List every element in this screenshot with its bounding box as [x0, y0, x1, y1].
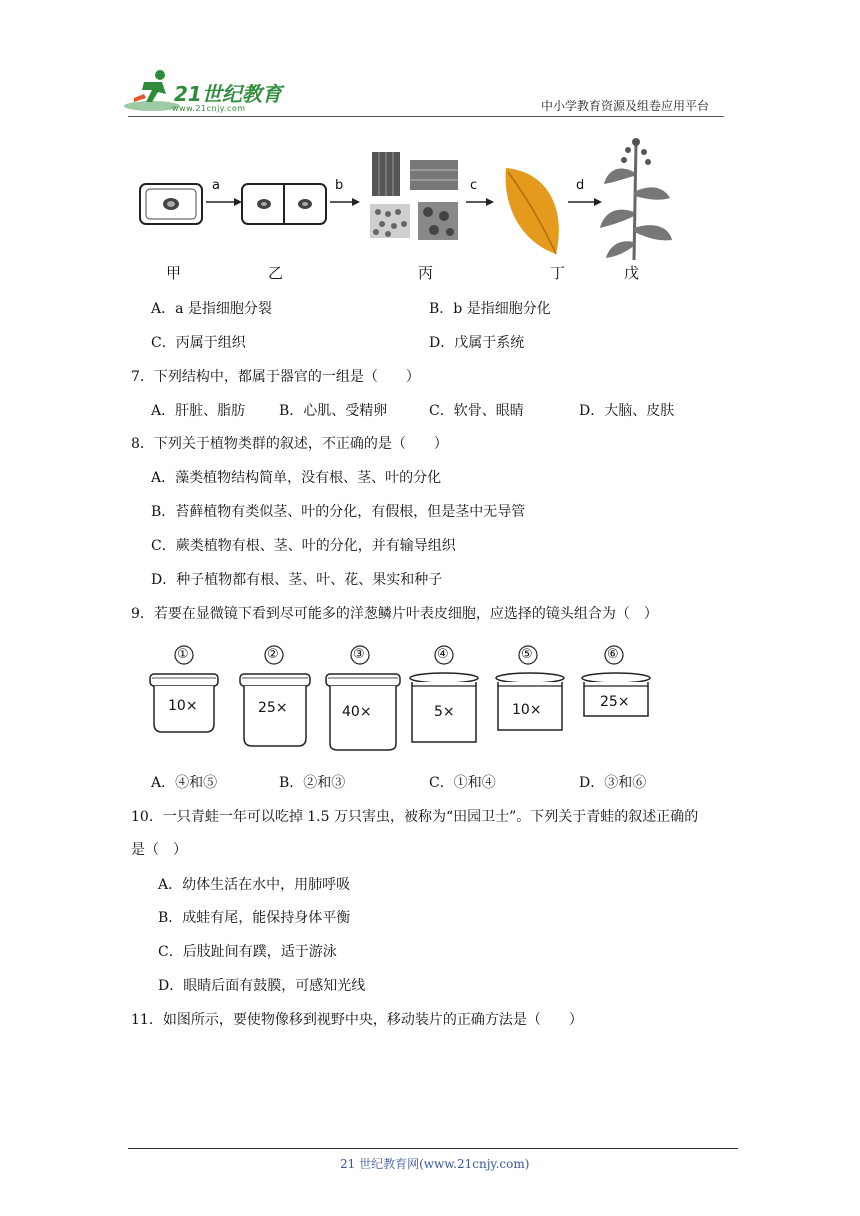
q8-option-b: B．苔藓植物有类似茎、叶的分化，有假根，但是茎中无导管: [151, 504, 526, 520]
q10-option-d: D．眼睛后面有鼓膜，可感知光线: [158, 978, 366, 994]
lens-mag-2: 25×: [258, 700, 288, 716]
lens-mag-4: 5×: [434, 704, 455, 720]
q10-option-c: C．后肢趾间有蹼，适于游泳: [158, 944, 337, 960]
leaf-icon: [506, 168, 559, 254]
lens-mag-6: 25×: [600, 694, 630, 710]
lens-number-2: ②: [267, 647, 279, 662]
q6-option-b: B．b 是指细胞分化: [429, 301, 551, 317]
q6-option-c: C．丙属于组织: [151, 335, 246, 351]
lens-figure: [140, 644, 680, 754]
q10-stem-line2: 是（ ）: [131, 842, 187, 858]
q10-option-b: B．成蛙有尾，能保持身体平衡: [158, 910, 351, 926]
tissues-icon: [370, 152, 458, 240]
q9-option-a: A．④和⑤: [151, 775, 218, 791]
lens-number-6: ⑥: [607, 647, 619, 662]
lens-mag-1: 10×: [168, 698, 198, 714]
q8-option-a: A．藻类植物结构简单，没有根、茎、叶的分化: [151, 470, 442, 486]
q9-option-c: C．①和④: [429, 775, 496, 791]
arrow-label-c: c: [470, 178, 478, 193]
q8-option-c: C．蕨类植物有根、茎、叶的分化，并有输导组织: [151, 538, 456, 554]
stage-label-yi: 乙: [268, 264, 284, 282]
q6-option-a: A．a 是指细胞分裂: [151, 301, 272, 317]
two-cells-icon: [242, 184, 326, 224]
q7-option-b: B．心肌、受精卵: [279, 403, 388, 419]
q10-option-a: A．幼体生活在水中，用肺呼吸: [158, 877, 351, 893]
q8-option-d: D．种子植物都有根、茎、叶、花、果实和种子: [151, 572, 443, 588]
q7-option-a: A．肝脏、脂肪: [151, 403, 246, 419]
q7-option-c: C．软骨、眼睛: [429, 403, 524, 419]
footer-link[interactable]: 21 世纪教育网(www.21cnjy.com): [340, 1157, 530, 1171]
lens-number-4: ④: [437, 647, 449, 662]
stage-label-ding: 丁: [550, 264, 566, 282]
arrow-label-a: a: [212, 178, 220, 193]
header-rule: [128, 116, 724, 117]
logo-sub-text: www.21cnjy.com: [172, 104, 246, 113]
q11-stem: 11．如图所示，要使物像移到视野中央，移动装片的正确方法是（ ）: [131, 1012, 583, 1028]
lens-mag-3: 40×: [342, 704, 372, 720]
q10-stem-line1: 10．一只青蛙一年可以吃掉 1.5 万只害虫，被称为“田园卫士”。下列关于青蛙的叙述正确的: [131, 809, 699, 825]
arrow-label-b: b: [335, 178, 344, 193]
footer-rule: [128, 1148, 738, 1149]
q9-stem: 9．若要在显微镜下看到尽可能多的洋葱鳞片叶表皮细胞，应选择的镜头组合为（ ）: [131, 606, 658, 622]
q7-option-d: D．大脑、皮肤: [579, 403, 675, 419]
q7-stem: 7．下列结构中，都属于器官的一组是（ ）: [131, 369, 420, 385]
q8-stem: 8．下列关于植物类群的叙述，不正确的是（ ）: [131, 436, 448, 452]
stage-label-jia: 甲: [166, 264, 182, 282]
lens-number-3: ③: [353, 647, 365, 662]
lens-mag-5: 10×: [512, 702, 542, 718]
lens-number-5: ⑤: [521, 647, 533, 662]
lens-number-1: ①: [177, 647, 189, 662]
plant-icon: [600, 138, 672, 260]
stage-label-wu: 戊: [624, 264, 640, 282]
development-figure: [130, 132, 730, 292]
q6-option-d: D．戊属于系统: [429, 335, 525, 351]
arrow-label-d: d: [576, 178, 585, 193]
logo-main-text: 21世纪教育: [174, 82, 282, 106]
platform-name: 中小学教育资源及组卷应用平台: [541, 99, 710, 113]
q9-option-b: B．②和③: [279, 775, 346, 791]
q9-option-d: D．③和⑥: [579, 775, 647, 791]
stage-label-bing: 丙: [418, 264, 434, 282]
single-cell-icon: [140, 184, 202, 224]
site-logo: [122, 68, 292, 118]
